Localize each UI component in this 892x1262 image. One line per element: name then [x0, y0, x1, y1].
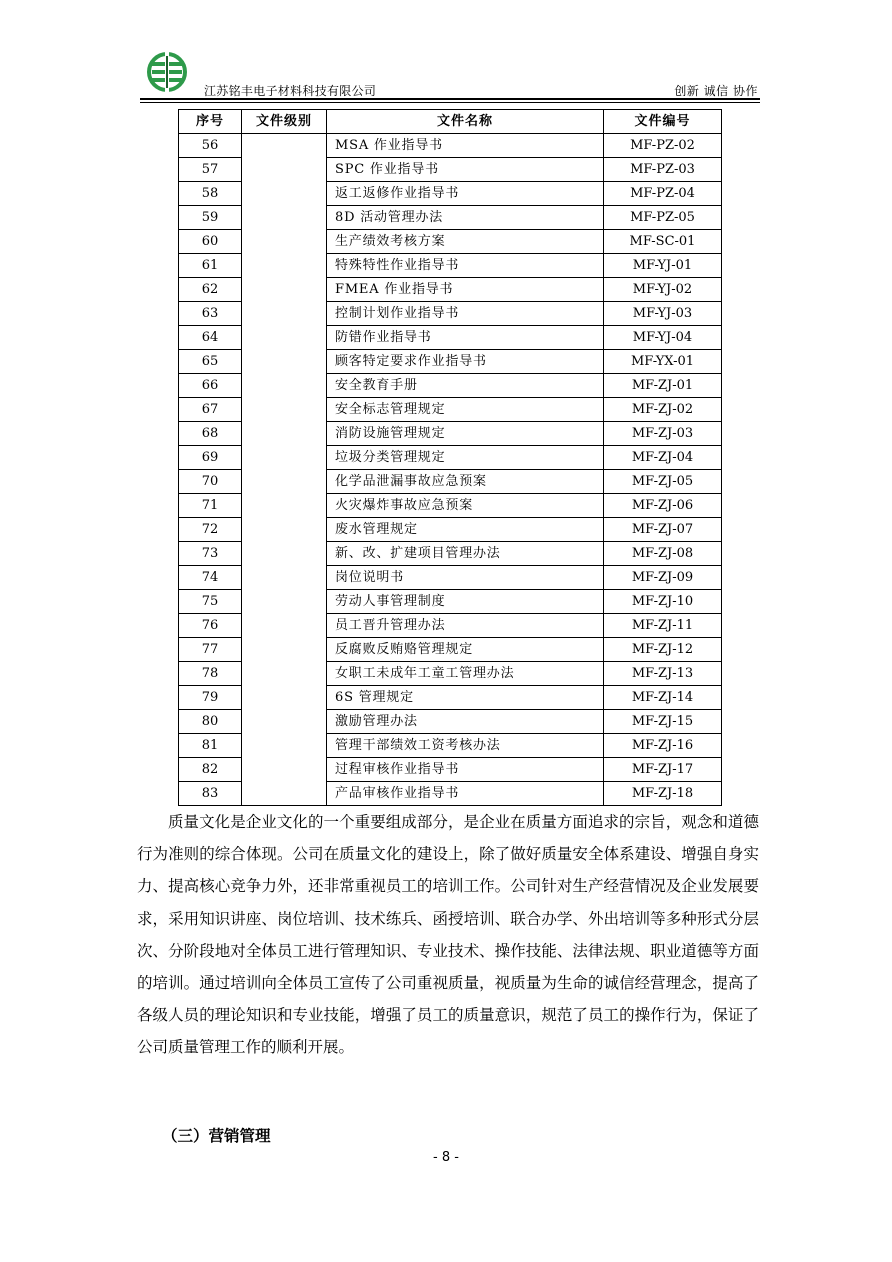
serial-cell: 69	[179, 446, 242, 470]
serial-cell: 79	[179, 686, 242, 710]
file-name-cell: 安全标志管理规定	[327, 398, 604, 422]
header-level: 文件级别	[242, 110, 327, 134]
file-code-cell: MF-ZJ-01	[604, 374, 722, 398]
serial-cell: 56	[179, 134, 242, 158]
file-name-cell: 顾客特定要求作业指导书	[327, 350, 604, 374]
file-name-cell: 产品审核作业指导书	[327, 782, 604, 806]
level-cell	[242, 134, 327, 806]
company-logo-icon	[144, 50, 190, 94]
header-file-name: 文件名称	[327, 110, 604, 134]
serial-cell: 65	[179, 350, 242, 374]
table-body	[179, 134, 722, 806]
serial-cell: 78	[179, 662, 242, 686]
file-name-cell: 垃圾分类管理规定	[327, 446, 604, 470]
serial-cell: 70	[179, 470, 242, 494]
document-list-table	[178, 109, 722, 806]
file-name-cell: 消防设施管理规定	[327, 422, 604, 446]
serial-cell: 73	[179, 542, 242, 566]
file-code-cell: MF-ZJ-04	[604, 446, 722, 470]
serial-cell: 57	[179, 158, 242, 182]
serial-cell: 76	[179, 614, 242, 638]
file-code-cell: MF-PZ-02	[604, 134, 722, 158]
header-serial: 序号	[179, 110, 242, 134]
serial-cell: 61	[179, 254, 242, 278]
serial-cell: 81	[179, 734, 242, 758]
table-header-row	[179, 110, 722, 134]
file-code-cell: MF-YJ-03	[604, 302, 722, 326]
header-file-code: 文件编号	[604, 110, 722, 134]
file-code-cell: MF-ZJ-15	[604, 710, 722, 734]
file-code-cell: MF-ZJ-16	[604, 734, 722, 758]
header-rule-thin	[140, 102, 760, 103]
file-name-cell: 化学品泄漏事故应急预案	[327, 470, 604, 494]
header-rule-thick	[140, 98, 760, 100]
file-name-cell: 过程审核作业指导书	[327, 758, 604, 782]
file-code-cell: MF-SC-01	[604, 230, 722, 254]
file-code-cell: MF-ZJ-12	[604, 638, 722, 662]
serial-cell: 80	[179, 710, 242, 734]
file-name-cell: 特殊特性作业指导书	[327, 254, 604, 278]
file-code-cell: MF-ZJ-02	[604, 398, 722, 422]
serial-cell: 59	[179, 206, 242, 230]
file-name-cell: 返工返修作业指导书	[327, 182, 604, 206]
table-row	[179, 134, 722, 158]
file-name-cell: 安全教育手册	[327, 374, 604, 398]
serial-cell: 82	[179, 758, 242, 782]
serial-cell: 71	[179, 494, 242, 518]
serial-cell: 75	[179, 590, 242, 614]
file-code-cell: MF-YJ-04	[604, 326, 722, 350]
file-code-cell: MF-ZJ-08	[604, 542, 722, 566]
serial-cell: 60	[179, 230, 242, 254]
file-name-cell: 新、改、扩建项目管理办法	[327, 542, 604, 566]
file-name-cell: 员工晋升管理办法	[327, 614, 604, 638]
file-code-cell: MF-YX-01	[604, 350, 722, 374]
file-code-cell: MF-ZJ-14	[604, 686, 722, 710]
file-name-cell: 女职工未成年工童工管理办法	[327, 662, 604, 686]
serial-cell: 63	[179, 302, 242, 326]
file-code-cell: MF-ZJ-06	[604, 494, 722, 518]
file-code-cell: MF-ZJ-07	[604, 518, 722, 542]
file-code-cell: MF-ZJ-10	[604, 590, 722, 614]
serial-cell: 72	[179, 518, 242, 542]
serial-cell: 77	[179, 638, 242, 662]
serial-cell: 74	[179, 566, 242, 590]
page-header	[140, 50, 760, 100]
file-name-cell: 控制计划作业指导书	[327, 302, 604, 326]
file-name-cell: 废水管理规定	[327, 518, 604, 542]
file-name-cell: 火灾爆炸事故应急预案	[327, 494, 604, 518]
serial-cell: 67	[179, 398, 242, 422]
file-name-cell: SPC 作业指导书	[327, 158, 604, 182]
file-name-cell: 岗位说明书	[327, 566, 604, 590]
file-code-cell: MF-YJ-02	[604, 278, 722, 302]
file-name-cell: 生产绩效考核方案	[327, 230, 604, 254]
serial-cell: 62	[179, 278, 242, 302]
file-name-cell: 6S 管理规定	[327, 686, 604, 710]
file-code-cell: MF-YJ-01	[604, 254, 722, 278]
file-name-cell: 反腐败反贿赂管理规定	[327, 638, 604, 662]
file-name-cell: 激励管理办法	[327, 710, 604, 734]
page-number: - 8 -	[433, 1150, 459, 1165]
serial-cell: 58	[179, 182, 242, 206]
file-code-cell: MF-ZJ-05	[604, 470, 722, 494]
file-code-cell: MF-ZJ-09	[604, 566, 722, 590]
file-name-cell: 防错作业指导书	[327, 326, 604, 350]
file-name-cell: 劳动人事管理制度	[327, 590, 604, 614]
file-code-cell: MF-ZJ-03	[604, 422, 722, 446]
serial-cell: 64	[179, 326, 242, 350]
file-code-cell: MF-ZJ-11	[604, 614, 722, 638]
section-heading: （三）营销管理	[162, 1127, 271, 1145]
company-motto: 创新 诚信 协作	[674, 84, 758, 98]
file-code-cell: MF-ZJ-13	[604, 662, 722, 686]
file-code-cell: MF-PZ-04	[604, 182, 722, 206]
file-name-cell: 8D 活动管理办法	[327, 206, 604, 230]
file-code-cell: MF-PZ-05	[604, 206, 722, 230]
file-name-cell: FMEA 作业指导书	[327, 278, 604, 302]
file-code-cell: MF-PZ-03	[604, 158, 722, 182]
file-code-cell: MF-ZJ-18	[604, 782, 722, 806]
serial-cell: 68	[179, 422, 242, 446]
file-name-cell: MSA 作业指导书	[327, 134, 604, 158]
serial-cell: 83	[179, 782, 242, 806]
file-code-cell: MF-ZJ-17	[604, 758, 722, 782]
company-name: 江苏铭丰电子材料科技有限公司	[204, 84, 377, 98]
serial-cell: 66	[179, 374, 242, 398]
quality-culture-paragraph: 质量文化是企业文化的一个重要组成部分，是企业在质量方面追求的宗旨，观念和道德行为准则的综合体现。公司在质量文化的建设上，除了做好质量安全体系建设、增强自身实力、提高核心竞争力外，还非常重视员工的培训工作。公司针对生产经营情况及企业发展要求，采用知识讲座、岗位培训、技术练兵、函授培训、联合办学、外出培训等多种形式分层次、分阶段地对全体员工进行管理知识、专业技术、操作技能、法律法规、职业道德等方面的培训。通过培训向全体员工宣传了公司重视质量，视质量为生命的诚信经营理念，提高了各级人员的理论知识和专业技能，增强了员工的质量意识，规范了员工的操作行为，保证了公司质量管理工作的顺利开展。	[137, 813, 759, 1057]
file-name-cell: 管理干部绩效工资考核办法	[327, 734, 604, 758]
